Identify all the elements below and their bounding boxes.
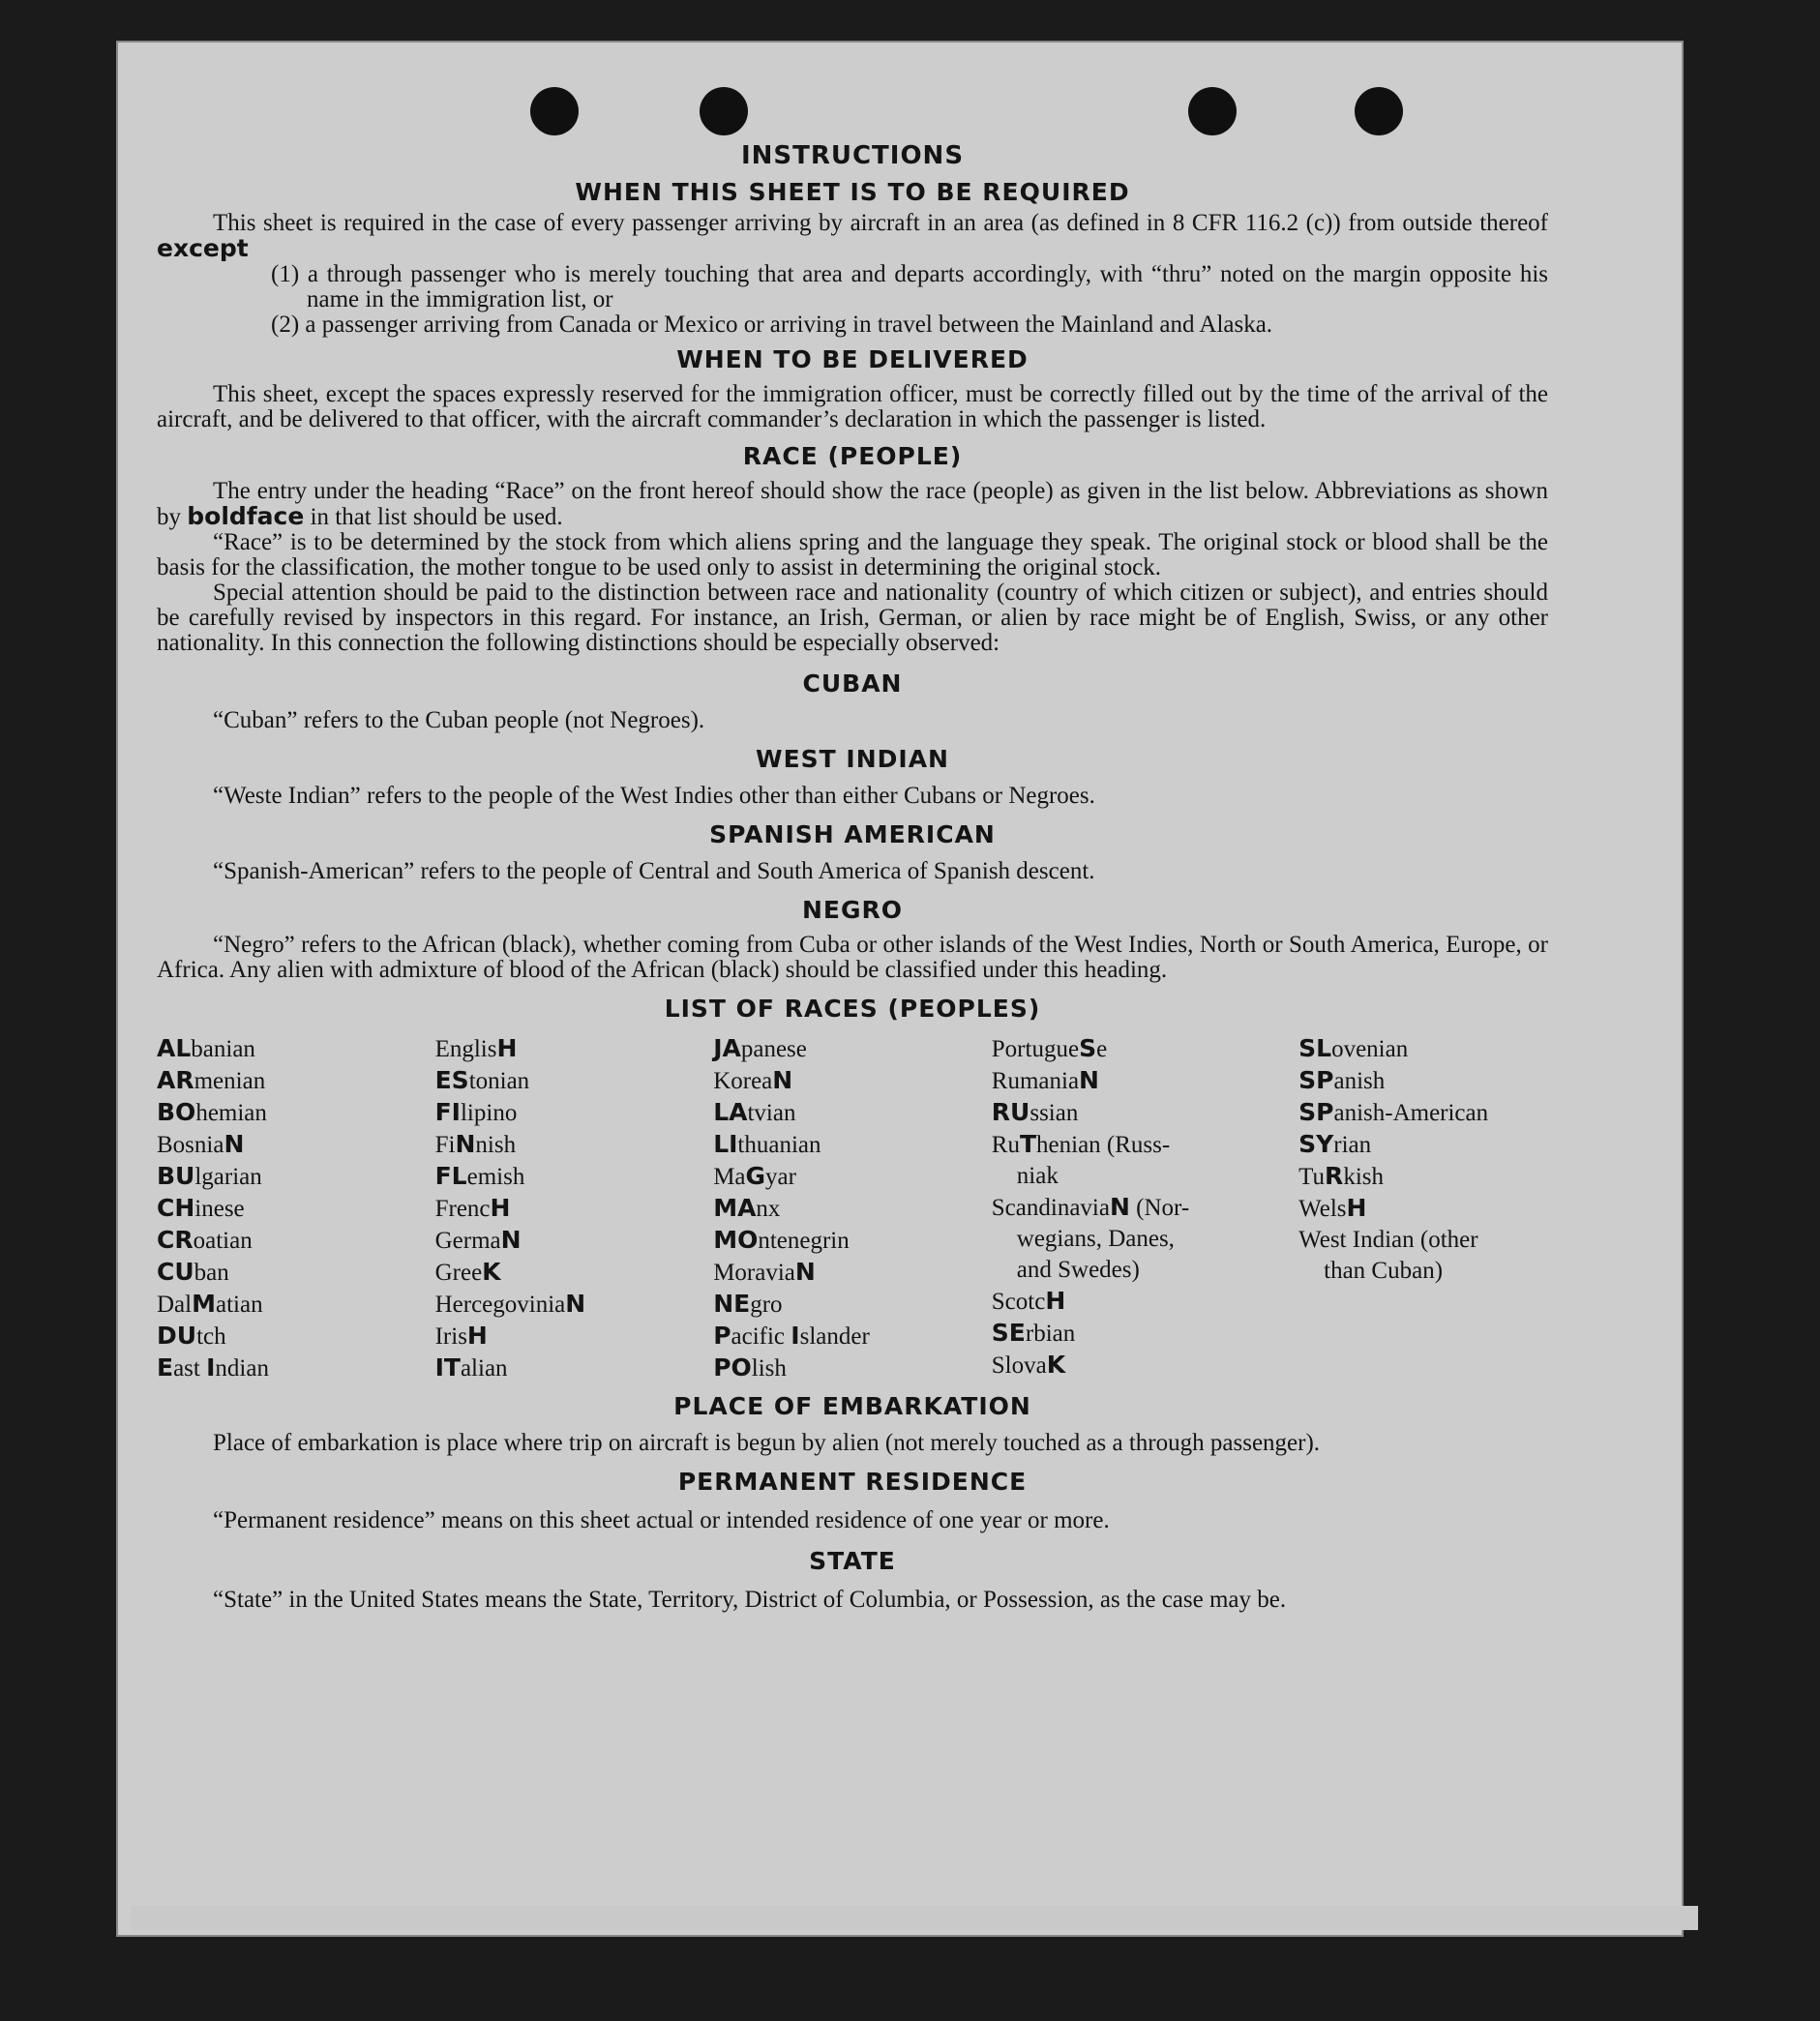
race-item: CHinese [157, 1194, 245, 1222]
negro-paragraph: “Negro” refers to the African (black), whether coming from Cuba or other islands of the West Indies, North or South America, Europe, or Africa. Any alien with admixture of blood of the African (black) should be classified under this heading. [157, 932, 1548, 983]
state-paragraph: “State” in the United States means the State, Territory, District of Columbia, or Possession, as the case may be. [213, 1587, 1287, 1613]
cuban-paragraph: “Cuban” refers to the Cuban people (not Negroes). [213, 707, 705, 733]
section-heading-permanent-residence: PERMANENT RESIDENCE [677, 1468, 1028, 1496]
section-heading-embarkation: PLACE OF EMBARKATION [673, 1392, 1031, 1420]
section-heading-list-of-races: LIST OF RACES (PEOPLES) [664, 995, 1041, 1023]
race-item: CUban [157, 1258, 229, 1286]
race-item: MOntenegrin [713, 1226, 850, 1254]
race-item: LAtvian [713, 1098, 796, 1126]
race-item: SPanish [1298, 1066, 1386, 1094]
race-item: HercegoviniaN [434, 1290, 586, 1318]
race-item: FrencH [434, 1194, 511, 1222]
race-item: POlish [713, 1353, 787, 1382]
race-item: RUssian [991, 1098, 1079, 1126]
permanent-residence-paragraph: “Permanent residence” means on this sheet actual or intended residence of one year or more. [213, 1507, 1110, 1533]
race-item: ARmenian [157, 1066, 266, 1094]
section-heading-state: STATE [809, 1547, 896, 1575]
race-item: SLovenian [1298, 1034, 1409, 1062]
race-paragraph-1: The entry under the heading “Race” on the front hereof should show the race (people) as given in the list below. Abbreviations as shown by boldface in that list should be used. [157, 478, 1548, 530]
race-item: BOhemian [157, 1098, 267, 1126]
race-item: EnglisH [434, 1034, 518, 1062]
delivered-paragraph: This sheet, except the spaces expressly reserved for the immigration officer, must be correctly filled out by the time of the arrival of the aircraft, and be delivered to that officer, with the aircraft commander’s declaration in which the passenger is listed. [157, 381, 1548, 432]
race-item: CRoatian [157, 1226, 253, 1254]
west-indian-paragraph: “Weste Indian” refers to the people of the West Indies other than either Cubans or Negroes. [213, 783, 1095, 809]
races-column [157, 1033, 435, 1384]
section-heading-required: WHEN THIS SHEET IS TO BE REQUIRED [575, 178, 1130, 206]
race-item: SPanish-American [1298, 1098, 1489, 1126]
race-item: niak [1016, 1163, 1059, 1189]
race-item: ITalian [434, 1353, 508, 1382]
races-column [1298, 1033, 1548, 1384]
race-item: DUtch [157, 1322, 226, 1350]
race-item: GermaN [434, 1226, 522, 1254]
section-heading-delivered: WHEN TO BE DELIVERED [676, 345, 1029, 373]
race-item: LIthuanian [713, 1130, 821, 1158]
race-item: Pacific Islander [713, 1322, 870, 1350]
race-item: ScotcH [991, 1287, 1066, 1315]
race-item: FIlipino [434, 1098, 518, 1126]
race-item: MaGyar [713, 1162, 796, 1190]
required-item-1: (1) a through passenger who is merely touching that area and departs accordingly, with “thru” noted on the margin opposite his name in the immigration list, or [271, 261, 1548, 312]
race-item: ScandinaviaN (Nor- [991, 1193, 1190, 1221]
race-item: SYrian [1298, 1130, 1372, 1158]
race-item: WelsH [1298, 1194, 1367, 1222]
race-item: ALbanian [157, 1034, 255, 1062]
race-item: TuRkish [1298, 1162, 1384, 1190]
section-heading-west-indian: WEST INDIAN [756, 745, 949, 773]
required-paragraph: This sheet is required in the case of every passenger arriving by aircraft in an area (as defined in 8 CFR 116.2 (c)) from outside thereof except [157, 210, 1548, 262]
race-item: IrisH [434, 1322, 488, 1350]
race-item: DalMatian [157, 1290, 263, 1318]
races-list [157, 1033, 1548, 1384]
races-column [713, 1033, 992, 1384]
race-item: PortugueSe [991, 1034, 1108, 1062]
race-item: and Swedes) [1016, 1257, 1140, 1283]
section-heading-spanish-american: SPANISH AMERICAN [709, 820, 996, 848]
race-item: than Cuban) [1324, 1258, 1444, 1284]
section-heading-negro: NEGRO [801, 896, 904, 924]
race-item: SErbian [991, 1319, 1076, 1347]
race-item: wegians, Danes, [1016, 1226, 1175, 1252]
race-item: BosniaN [157, 1130, 245, 1158]
race-item: East Indian [157, 1353, 269, 1382]
required-item-2: (2) a passenger arriving from Canada or Mexico or arriving in travel between the Mainland and Alaska. [271, 312, 1273, 338]
section-heading-cuban: CUBAN [802, 669, 903, 698]
race-item: West Indian (other [1298, 1227, 1478, 1253]
race-item: SlovaK [991, 1351, 1066, 1379]
race-item: GreeK [434, 1258, 501, 1286]
race-item: EStonian [434, 1066, 530, 1094]
race-paragraph-2: “Race” is to be determined by the stock from which aliens spring and the language they speak. The original stock or blood shall be the basis for the classification, the mother tongue to be used only to assist in determining the original stock. [157, 529, 1548, 580]
race-item: MoraviaN [713, 1258, 816, 1286]
section-heading-race: RACE (PEOPLE) [742, 442, 963, 470]
race-item: NEgro [713, 1290, 783, 1318]
race-item: RuThenian (Russ- [991, 1130, 1171, 1158]
spanish-american-paragraph: “Spanish-American” refers to the people of Central and South America of Spanish descent. [213, 858, 1095, 884]
instructions-content [157, 141, 1548, 1613]
race-item: MAnx [713, 1194, 781, 1222]
race-item: BUlgarian [157, 1162, 262, 1190]
races-column [992, 1033, 1298, 1384]
race-item: JApanese [713, 1034, 807, 1062]
race-item: RumaniaN [991, 1066, 1099, 1094]
embarkation-paragraph: Place of embarkation is place where trip on aircraft is begun by alien (not merely touched as a through passenger). [213, 1430, 1321, 1456]
race-item: KoreaN [713, 1066, 793, 1094]
race-item: FiNnish [434, 1130, 517, 1158]
page-title: INSTRUCTIONS [740, 141, 965, 170]
document-body [116, 41, 1684, 1937]
race-item: FLemish [434, 1162, 525, 1190]
race-paragraph-3: Special attention should be paid to the distinction between race and nationality (country of which citizen or subject), and entries should be carefully revised by inspectors in this regard. For instance, an Irish, German, or alien by race might be of English, Swiss, or any other nationality. In this connection the following distinctions should be especially observed: [157, 580, 1548, 656]
races-column [435, 1033, 714, 1384]
